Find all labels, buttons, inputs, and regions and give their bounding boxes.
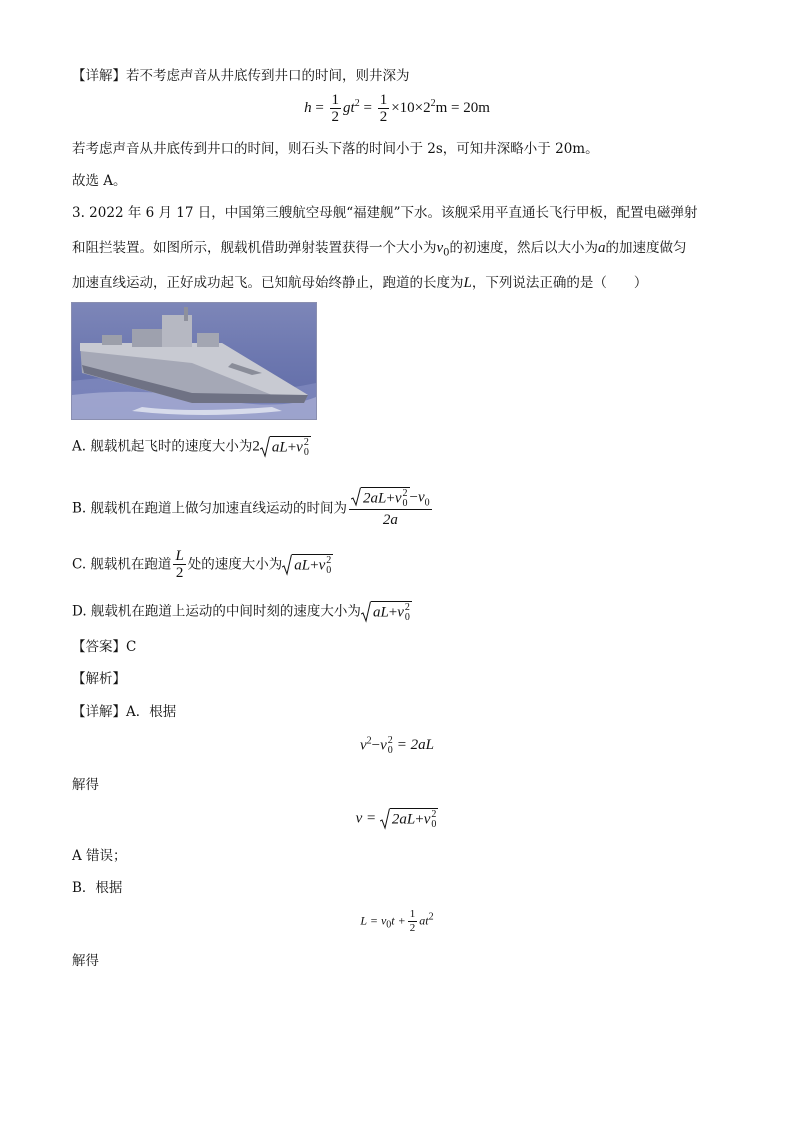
eq-symbol-g: g bbox=[343, 99, 351, 116]
sqrt-d bbox=[361, 601, 412, 623]
eq-result: m = 20m bbox=[435, 99, 490, 116]
math-v: v bbox=[423, 811, 431, 828]
solve-text-2: 解得 bbox=[72, 953, 99, 969]
q3-text: 和阻拦装置。如图所示，舰载机借助弹射装置获得一个大小为 bbox=[72, 240, 437, 256]
math-sup2: 2 bbox=[387, 735, 393, 746]
b-basis-text: B．根据 bbox=[72, 880, 123, 896]
math-v: v bbox=[318, 556, 326, 573]
math-sup2: 2 bbox=[404, 602, 410, 613]
sqrt-result bbox=[380, 808, 438, 830]
q3-text: 的加速度做匀 bbox=[605, 240, 687, 256]
answer-label: 【答案】 bbox=[72, 639, 126, 655]
equation-v-result bbox=[0, 808, 794, 830]
math-v: v bbox=[397, 604, 404, 621]
math-sub0: 0 bbox=[326, 564, 332, 576]
option-a bbox=[72, 436, 311, 458]
math-plus: + bbox=[310, 556, 319, 573]
equation-well-depth: h = $\frac{1}{2}$ $gt^2$ = $\frac{1}{2}$ $\times 10\times 2^2m = 20m$ bbox=[304, 92, 490, 125]
question-3-line-1: 3. 2022 年 6 月 17 日，中国第三艘航空母舰“福建舰”下水。该舰采用平直通长飞行甲板，配置电磁弹射 bbox=[72, 205, 698, 221]
sqrt-b bbox=[351, 487, 409, 509]
math-sup2: 2 bbox=[303, 437, 309, 448]
math-v: v bbox=[296, 439, 303, 456]
sqrt-a bbox=[260, 436, 311, 458]
consider-paragraph: 若考虑声音从井底传到井口的时间，则石头下落的时间小于 2s，可知井深略小于 20m。 bbox=[72, 141, 599, 157]
fraction-half-2 bbox=[378, 92, 390, 125]
ship-illustration bbox=[72, 303, 316, 419]
eq-v0: v bbox=[380, 737, 387, 754]
detail-paragraph bbox=[72, 66, 410, 86]
math-minus: − bbox=[409, 489, 418, 506]
eq-at: at bbox=[419, 913, 429, 928]
q3-sub-0: 0 bbox=[443, 247, 450, 259]
math-plus: + bbox=[415, 811, 424, 828]
frac-den-2: 2 bbox=[175, 565, 184, 581]
math-sub0: 0 bbox=[387, 745, 393, 756]
sqrt-c bbox=[282, 554, 333, 576]
math-sub0: 0 bbox=[424, 497, 430, 509]
math-2aL: 2aL bbox=[391, 811, 416, 828]
q3-text: ，下列说法正确的是（ ） bbox=[471, 275, 648, 291]
eq-L-lhs: L = v bbox=[360, 913, 387, 928]
detail-2-text: A．根据 bbox=[126, 704, 177, 720]
answer-line bbox=[72, 637, 136, 657]
q3-symbol-a: a bbox=[598, 240, 606, 256]
math-aL: aL bbox=[271, 439, 288, 456]
math-aL: aL bbox=[372, 604, 389, 621]
math-sub0: 0 bbox=[431, 819, 437, 830]
question-3-line-2 bbox=[72, 238, 687, 258]
math-sup2: 2 bbox=[326, 554, 332, 566]
eq-rhs: = 2aL bbox=[396, 737, 435, 754]
equation-v-squared bbox=[0, 736, 794, 756]
math-sub0: 0 bbox=[303, 447, 309, 458]
fraction-option-b bbox=[349, 487, 432, 530]
fraction-half bbox=[330, 92, 342, 125]
frac-den: 2 bbox=[379, 109, 388, 125]
math-v: v bbox=[394, 490, 402, 507]
eq-exp: 2 bbox=[354, 97, 360, 109]
question-3-line-3 bbox=[72, 273, 647, 293]
math-plus: + bbox=[287, 439, 297, 456]
frac-den: 2 bbox=[409, 922, 416, 934]
eq-symbol-h: h bbox=[304, 99, 312, 116]
frac-num: 1 bbox=[409, 908, 416, 920]
eq-v: v bbox=[359, 737, 367, 754]
eq-sup: 2 bbox=[366, 735, 372, 747]
math-sup2: 2 bbox=[431, 809, 437, 820]
radical-sign bbox=[380, 808, 390, 830]
math-sub0: 0 bbox=[404, 612, 410, 623]
math-2a: 2a bbox=[382, 512, 398, 528]
q3-text: 的初速度，然后以大小为 bbox=[449, 240, 599, 256]
equation-L bbox=[0, 908, 794, 935]
option-b bbox=[72, 487, 434, 530]
math-sup2: 2 bbox=[402, 488, 408, 499]
math-2aL: 2aL bbox=[363, 490, 387, 507]
a-wrong-text: A 错误； bbox=[72, 848, 127, 864]
option-d-text: D. 舰载机在跑道上运动的中间时刻的速度大小为 bbox=[72, 603, 361, 620]
eq-times: ×10×2 bbox=[391, 99, 431, 116]
math-sub0: 0 bbox=[402, 498, 408, 509]
analysis-label: 【解析】 bbox=[72, 671, 126, 687]
frac-num: 1 bbox=[379, 92, 388, 108]
fraction-half-3 bbox=[408, 908, 418, 935]
eq-symbol-t: t bbox=[350, 99, 355, 116]
radical-sign bbox=[361, 601, 371, 623]
fraction-L-half bbox=[173, 548, 185, 581]
eq-t-plus: t + bbox=[391, 913, 406, 928]
math-plus: + bbox=[386, 490, 395, 507]
radical-sign bbox=[260, 436, 270, 458]
math-v: v bbox=[417, 489, 425, 506]
solve-text-1: 解得 bbox=[72, 777, 99, 793]
answer-value: C bbox=[126, 639, 137, 655]
option-b-text: B. 舰载机在跑道上做匀加速直线运动的时间为 bbox=[72, 500, 348, 517]
frac-den: 2 bbox=[331, 109, 340, 125]
aircraft-carrier-photo bbox=[72, 303, 316, 419]
option-c-text: 处的速度大小为 bbox=[187, 556, 283, 573]
q3-symbol-v: v bbox=[436, 240, 444, 256]
frac-num-L: L bbox=[175, 548, 184, 564]
choose-a-text: 故选 A。 bbox=[72, 173, 127, 189]
eq-sub0: 0 bbox=[386, 919, 392, 931]
detail-2-label: 【详解】 bbox=[72, 704, 126, 720]
radical-sign bbox=[282, 554, 292, 576]
eq-v-lhs: v = bbox=[355, 810, 377, 827]
math-plus: + bbox=[388, 604, 398, 621]
option-a-coef: 2 bbox=[252, 438, 260, 455]
q3-symbol-L: L bbox=[463, 275, 472, 291]
option-a-text: A. 舰载机起飞时的速度大小为 bbox=[72, 438, 253, 455]
frac-num: 1 bbox=[331, 92, 340, 108]
detail-2-line bbox=[72, 702, 176, 722]
math-aL: aL bbox=[294, 556, 311, 573]
detail-label: 【详解】 bbox=[72, 68, 126, 84]
detail-text: 若不考虑声音从井底传到井口的时间，则井深为 bbox=[126, 68, 410, 84]
option-d bbox=[72, 601, 412, 623]
option-c-text: C. 舰载机在跑道 bbox=[72, 556, 172, 573]
option-c bbox=[72, 548, 333, 581]
eq-sup: 2 bbox=[428, 911, 434, 923]
eq-exp: 2 bbox=[430, 97, 436, 109]
q3-text: 加速直线运动，正好成功起飞。已知航母始终静止，跑道的长度为 bbox=[72, 275, 464, 291]
radical-sign bbox=[351, 487, 361, 507]
eq-minus: − bbox=[371, 737, 381, 754]
